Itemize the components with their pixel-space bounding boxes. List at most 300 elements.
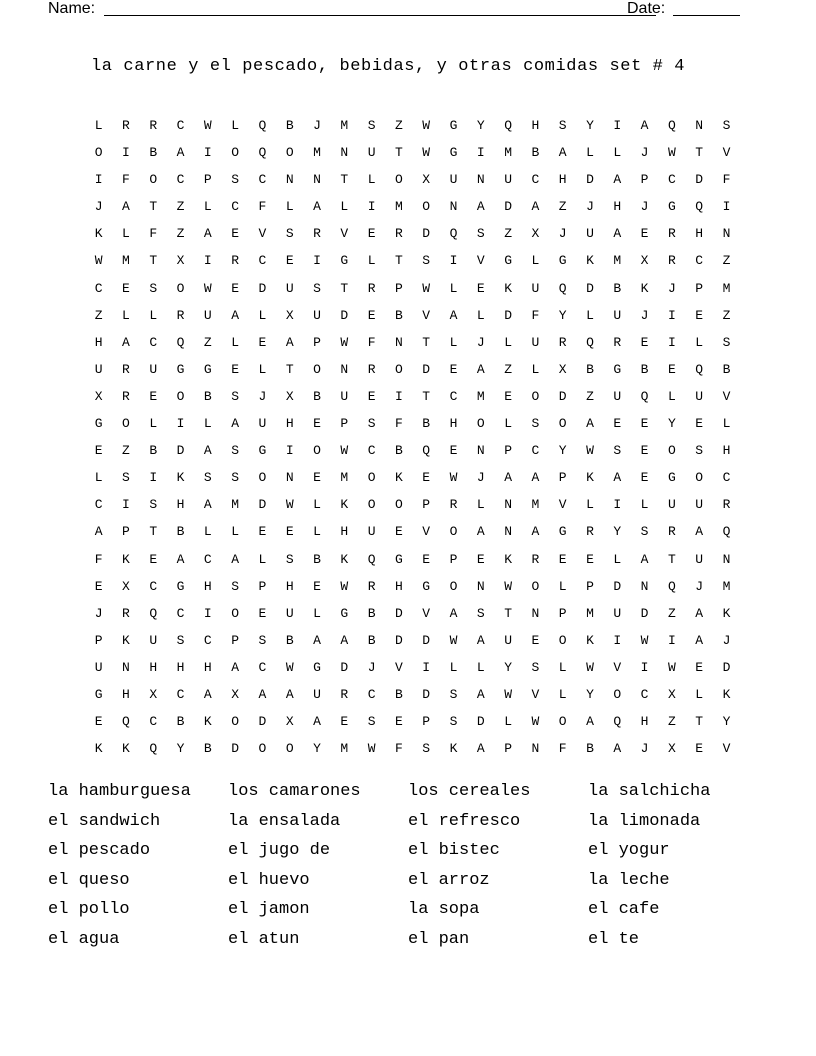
grid-letter: J [640, 145, 649, 161]
grid-letter: M [340, 118, 349, 133]
grid-letter: K [395, 470, 403, 486]
grid-letter: A [476, 199, 485, 215]
grid-letter: E [258, 524, 267, 540]
grid-letter: J [640, 199, 649, 215]
grid-letter: Y [722, 714, 731, 730]
word-list-item: el huevo [228, 870, 310, 890]
grid-letter: E [231, 226, 240, 242]
grid-letter: G [203, 361, 212, 377]
grid-letter: I [613, 632, 622, 648]
grid-letter: I [422, 659, 431, 675]
grid-letter: M [122, 253, 130, 269]
grid-letter: G [613, 361, 622, 377]
grid-letter: E [149, 551, 158, 567]
grid-letter: O [231, 605, 240, 621]
grid-letter: Y [667, 416, 676, 432]
grid-letter: C [176, 172, 185, 188]
word-list-item: la leche [588, 870, 670, 890]
grid-letter: P [504, 443, 512, 459]
grid-letter: L [313, 497, 321, 513]
grid-letter: A [203, 443, 212, 459]
grid-letter: W [667, 659, 676, 675]
grid-letter: L [504, 714, 512, 730]
grid-letter: E [231, 280, 240, 296]
grid-letter: C [176, 118, 185, 133]
grid-letter: N [722, 226, 731, 242]
grid-letter: V [722, 145, 731, 161]
word-list-item: el te [588, 929, 640, 949]
grid-letter: R [667, 226, 676, 242]
grid-letter: D [422, 226, 431, 242]
grid-letter: S [367, 714, 376, 730]
grid-letter: B [285, 632, 294, 648]
grid-letter: L [504, 416, 512, 432]
grid-letter: P [122, 524, 130, 540]
grid-letter: G [449, 118, 458, 133]
grid-letter: W [640, 632, 649, 648]
grid-letter: R [176, 307, 185, 323]
grid-letter: D [422, 361, 431, 377]
grid-letter: Q [695, 361, 704, 377]
grid-letter: E [149, 388, 158, 404]
grid-letter: U [149, 361, 158, 377]
grid-letter: B [203, 388, 212, 404]
grid-letter: W [586, 443, 594, 459]
grid-letter: L [367, 172, 376, 188]
grid-letter: I [667, 307, 676, 323]
grid-letter: A [613, 470, 622, 486]
grid-letter: T [395, 145, 403, 161]
grid-letter: S [722, 118, 731, 133]
grid-letter: B [395, 443, 403, 459]
grid-letter: W [586, 659, 594, 675]
grid-letter: O [667, 443, 676, 459]
grid-letter: S [476, 605, 485, 621]
grid-letter: M [531, 497, 540, 513]
grid-letter: A [313, 632, 321, 648]
grid-letter: J [476, 334, 485, 350]
grid-letter: R [531, 551, 540, 567]
grid-letter: Z [395, 118, 403, 133]
grid-letter: U [504, 172, 512, 188]
grid-letter: R [395, 226, 403, 242]
grid-letter: P [422, 497, 431, 513]
grid-letter: A [258, 686, 267, 702]
grid-letter: T [395, 253, 403, 269]
grid-letter: I [203, 145, 212, 161]
grid-letter: L [94, 118, 103, 133]
grid-letter: L [531, 253, 540, 269]
grid-letter: D [340, 307, 349, 323]
word-list-item: la ensalada [228, 811, 341, 831]
grid-letter: W [340, 578, 349, 594]
grid-letter: S [476, 226, 485, 242]
grid-letter: X [176, 253, 185, 269]
grid-letter: O [531, 578, 540, 594]
grid-letter: G [504, 253, 512, 269]
word-list [48, 782, 768, 960]
grid-letter: N [531, 741, 540, 757]
grid-letter: U [203, 307, 212, 323]
grid-letter: A [285, 334, 294, 350]
grid-letter: T [340, 280, 349, 296]
grid-letter: B [531, 145, 540, 161]
grid-letter: Y [558, 443, 567, 459]
grid-letter: Q [176, 334, 185, 350]
grid-letter: C [367, 686, 376, 702]
grid-letter: U [313, 307, 321, 323]
grid-letter: J [94, 605, 103, 621]
grid-letter: F [122, 172, 130, 188]
grid-letter: K [122, 741, 130, 757]
grid-letter: R [313, 226, 321, 242]
grid-letter: C [667, 172, 676, 188]
grid-letter: O [313, 361, 321, 377]
grid-letter: H [203, 578, 212, 594]
grid-letter: U [613, 605, 622, 621]
word-list-item: el bistec [408, 841, 500, 861]
grid-letter: P [640, 172, 649, 188]
word-list-item: el queso [48, 870, 130, 890]
grid-letter: Q [258, 118, 267, 133]
grid-letter: D [422, 632, 431, 648]
grid-letter: S [640, 524, 649, 540]
grid-letter: H [531, 118, 540, 133]
grid-letter: K [449, 741, 458, 757]
grid-letter: C [176, 686, 185, 702]
grid-letter: M [722, 280, 731, 296]
word-list-item: el sandwich [48, 811, 161, 831]
grid-letter: Q [695, 199, 704, 215]
grid-letter: E [476, 280, 485, 296]
grid-letter: E [531, 632, 540, 648]
grid-letter: D [231, 741, 240, 757]
grid-letter: D [640, 605, 649, 621]
grid-letter: A [94, 524, 103, 540]
grid-letter: O [176, 280, 185, 296]
grid-letter: S [231, 443, 240, 459]
grid-letter: J [367, 659, 376, 675]
grid-letter: D [504, 199, 512, 215]
grid-letter: Y [176, 741, 185, 757]
grid-letter: K [640, 280, 649, 296]
grid-letter: X [667, 741, 676, 757]
grid-letter: C [258, 659, 267, 675]
grid-letter: E [422, 551, 431, 567]
grid-letter: V [531, 686, 540, 702]
grid-letter: Z [558, 199, 567, 215]
grid-letter: T [149, 199, 158, 215]
grid-letter: G [313, 659, 321, 675]
grid-letter: A [231, 659, 240, 675]
grid-letter: L [449, 659, 458, 675]
grid-letter: H [285, 578, 294, 594]
grid-letter: T [340, 172, 349, 188]
grid-letter: V [722, 741, 731, 757]
grid-letter: V [722, 388, 731, 404]
grid-letter: G [340, 605, 349, 621]
grid-letter: X [285, 714, 294, 730]
grid-letter: I [395, 388, 403, 404]
grid-letter: X [285, 307, 294, 323]
grid-letter: M [395, 199, 403, 215]
grid-letter: L [558, 578, 567, 594]
grid-letter: G [558, 253, 567, 269]
grid-letter: N [340, 145, 349, 161]
grid-letter: L [340, 199, 349, 215]
grid-letter: A [449, 307, 458, 323]
grid-letter: Y [476, 118, 485, 133]
grid-letter: O [122, 416, 130, 432]
grid-letter: T [285, 361, 294, 377]
grid-letter: F [94, 551, 103, 567]
grid-letter: R [367, 361, 376, 377]
grid-letter: E [231, 361, 240, 377]
grid-letter: Q [640, 388, 649, 404]
grid-letter: D [558, 388, 567, 404]
grid-letter: C [203, 632, 212, 648]
grid-letter: L [586, 145, 594, 161]
grid-letter: B [313, 388, 321, 404]
grid-letter: L [476, 497, 485, 513]
grid-letter: S [422, 253, 431, 269]
grid-letter: D [395, 632, 403, 648]
grid-letter: X [640, 253, 649, 269]
grid-letter: A [640, 118, 649, 133]
grid-letter: W [367, 741, 376, 757]
grid-letter: I [667, 334, 676, 350]
grid-letter: L [586, 497, 594, 513]
grid-letter: A [176, 551, 185, 567]
word-list-item: la hamburguesa [48, 782, 191, 801]
grid-letter: A [476, 686, 485, 702]
grid-letter: F [395, 416, 403, 432]
grid-letter: K [122, 632, 130, 648]
grid-letter: L [531, 361, 540, 377]
grid-letter: S [203, 470, 212, 486]
grid-letter: F [531, 307, 540, 323]
word-list-item: el refresco [408, 811, 521, 831]
grid-letter: M [231, 497, 240, 513]
grid-letter: U [586, 226, 594, 242]
grid-letter: A [613, 741, 622, 757]
grid-letter: A [476, 524, 485, 540]
grid-letter: Y [586, 686, 594, 702]
grid-letter: U [313, 686, 321, 702]
grid-letter: M [613, 253, 622, 269]
grid-letter: Z [504, 361, 512, 377]
grid-letter: O [176, 388, 185, 404]
grid-letter: D [586, 172, 594, 188]
grid-letter: T [695, 714, 704, 730]
grid-letter: N [285, 172, 294, 188]
grid-letter: L [258, 307, 267, 323]
grid-letter: B [149, 443, 158, 459]
grid-letter: C [367, 443, 376, 459]
grid-letter: I [613, 497, 622, 513]
grid-letter: N [340, 361, 349, 377]
grid-letter: C [231, 199, 240, 215]
grid-letter: B [722, 361, 731, 377]
grid-letter: I [313, 253, 321, 269]
grid-letter: T [149, 253, 158, 269]
grid-letter: N [695, 118, 704, 133]
grid-letter: A [531, 199, 540, 215]
grid-letter: W [340, 334, 349, 350]
grid-letter: H [449, 416, 458, 432]
grid-letter: P [395, 280, 403, 296]
grid-letter: S [695, 443, 704, 459]
grid-letter: T [422, 334, 431, 350]
grid-letter: W [667, 145, 676, 161]
grid-letter: P [586, 578, 594, 594]
grid-letter: D [476, 714, 485, 730]
grid-letter: N [504, 497, 512, 513]
grid-letter: Q [586, 334, 594, 350]
grid-letter: S [613, 443, 622, 459]
grid-letter: S [231, 388, 240, 404]
grid-letter: U [367, 524, 376, 540]
grid-letter: A [586, 416, 594, 432]
grid-letter: E [640, 416, 649, 432]
grid-letter: E [258, 334, 267, 350]
grid-letter: A [203, 686, 212, 702]
grid-letter: R [367, 578, 376, 594]
grid-letter: G [667, 470, 676, 486]
grid-letter: R [122, 361, 130, 377]
grid-letter: E [285, 253, 294, 269]
grid-letter: L [203, 199, 212, 215]
grid-letter: U [449, 172, 458, 188]
grid-letter: Q [149, 741, 158, 757]
grid-letter: Z [667, 714, 676, 730]
grid-letter: D [258, 280, 267, 296]
grid-letter: U [149, 632, 158, 648]
grid-letter: X [231, 686, 240, 702]
grid-letter: L [149, 416, 158, 432]
grid-letter: X [531, 226, 540, 242]
grid-letter: E [695, 659, 704, 675]
grid-letter: I [176, 416, 185, 432]
grid-letter: X [149, 686, 158, 702]
grid-letter: E [340, 714, 349, 730]
grid-letter: K [340, 551, 349, 567]
grid-letter: P [203, 172, 212, 188]
grid-letter: O [613, 686, 622, 702]
grid-letter: B [367, 632, 376, 648]
grid-letter: U [531, 280, 540, 296]
grid-letter: S [122, 470, 130, 486]
word-list-item: la sopa [408, 900, 480, 920]
grid-letter: L [149, 307, 158, 323]
grid-letter: S [231, 172, 240, 188]
grid-letter: B [422, 416, 431, 432]
grid-letter: L [313, 605, 321, 621]
grid-letter: B [586, 741, 594, 757]
grid-letter: L [504, 334, 512, 350]
grid-letter: E [94, 714, 103, 730]
grid-letter: U [695, 551, 704, 567]
grid-letter: Z [122, 443, 130, 459]
grid-letter: B [176, 524, 185, 540]
grid-letter: W [285, 497, 294, 513]
word-list-item: la limonada [588, 811, 701, 831]
grid-letter: U [695, 497, 704, 513]
grid-letter: D [586, 280, 594, 296]
grid-letter: H [613, 199, 622, 215]
grid-letter: S [231, 578, 240, 594]
grid-letter: L [285, 199, 294, 215]
grid-letter: E [640, 226, 649, 242]
grid-letter: X [558, 361, 567, 377]
grid-letter: L [313, 524, 321, 540]
grid-letter: U [367, 145, 376, 161]
grid-letter: M [504, 145, 512, 161]
grid-letter: H [94, 334, 103, 350]
grid-letter: U [504, 632, 512, 648]
grid-letter: R [122, 605, 130, 621]
grid-letter: O [449, 578, 458, 594]
grid-letter: Y [586, 118, 594, 133]
grid-letter: A [531, 470, 540, 486]
grid-letter: J [640, 307, 649, 323]
grid-letter: P [258, 578, 267, 594]
grid-letter: Z [667, 605, 676, 621]
grid-letter: N [285, 470, 294, 486]
grid-letter: H [640, 714, 649, 730]
grid-letter: F [558, 741, 567, 757]
grid-letter: N [476, 578, 485, 594]
grid-letter: R [722, 497, 731, 513]
grid-letter: V [422, 524, 431, 540]
grid-letter: S [149, 280, 158, 296]
grid-letter: L [695, 686, 704, 702]
grid-letter: I [285, 443, 294, 459]
grid-letter: I [640, 659, 649, 675]
grid-letter: W [531, 714, 540, 730]
grid-letter: L [613, 145, 622, 161]
grid-letter: B [367, 605, 376, 621]
grid-letter: G [258, 443, 267, 459]
grid-letter: O [558, 416, 567, 432]
grid-letter: E [695, 741, 704, 757]
grid-letter: E [449, 443, 458, 459]
grid-letter: L [667, 388, 676, 404]
grid-letter: W [340, 443, 349, 459]
grid-letter: A [476, 361, 485, 377]
grid-letter: N [531, 605, 540, 621]
grid-letter: B [313, 551, 321, 567]
grid-letter: N [449, 199, 458, 215]
grid-letter: T [149, 524, 158, 540]
grid-letter: L [258, 551, 267, 567]
grid-letter: F [149, 226, 158, 242]
grid-letter: B [149, 145, 158, 161]
grid-letter: U [695, 388, 704, 404]
grid-letter: E [395, 524, 403, 540]
grid-letter: G [94, 416, 103, 432]
grid-letter: S [149, 497, 158, 513]
worksheet-header [48, 0, 740, 20]
grid-letter: O [476, 416, 485, 432]
grid-letter: G [395, 551, 403, 567]
grid-letter: Q [558, 280, 567, 296]
grid-letter: W [422, 280, 431, 296]
grid-letter: J [586, 199, 594, 215]
grid-letter: E [586, 551, 594, 567]
grid-letter: G [667, 199, 676, 215]
grid-letter: X [285, 388, 294, 404]
